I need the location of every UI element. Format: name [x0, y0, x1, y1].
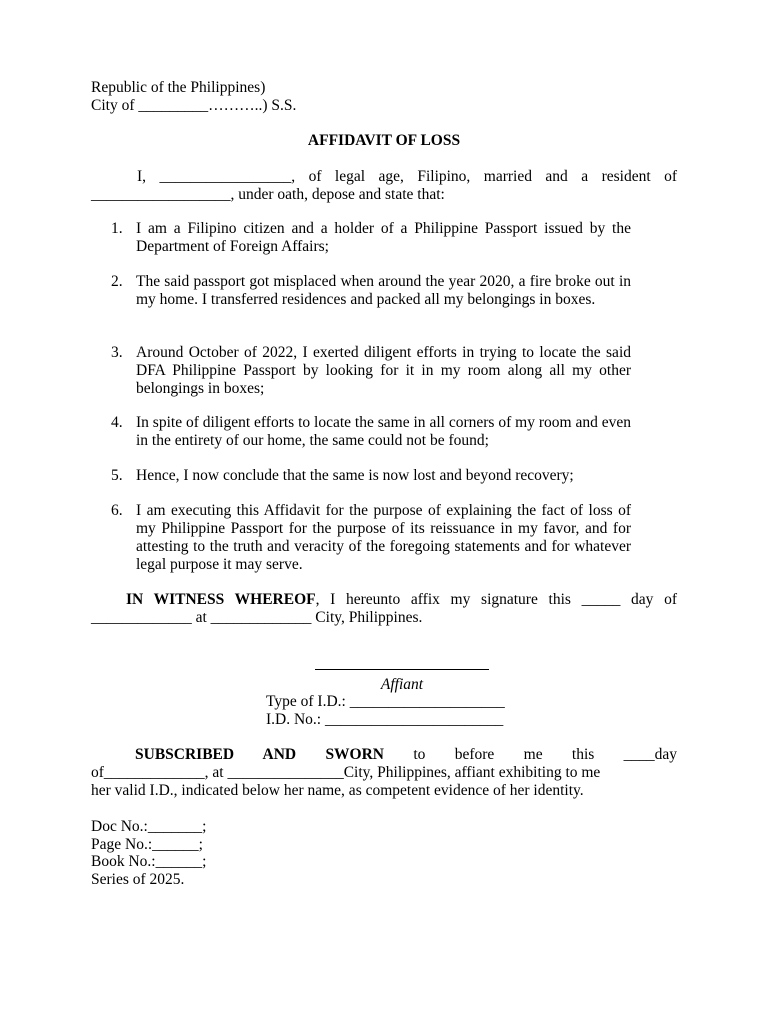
intro-line-2: __________________, under oath, depose and state that: — [91, 186, 445, 203]
book-number: Book No.:______; — [91, 853, 207, 870]
item-number: 4. — [111, 414, 123, 431]
affiant-label: Affiant — [380, 676, 424, 693]
item-text: I am a Filipino citizen and a holder of a Philippine Passport issued by the Department of Foreign Affairs; — [136, 220, 631, 255]
id-number-line: I.D. No.: _______________________ — [266, 711, 504, 728]
item-number: 5. — [111, 467, 123, 484]
doc-number: Doc No.:_______; — [91, 818, 207, 835]
item-number: 1. — [111, 220, 123, 237]
id-type-line: Type of I.D.: ____________________ — [266, 693, 505, 710]
item-text: I am executing this Affidavit for the purpose of explaining the fact of loss of my Philippine Passport for the purpose of its reissuance in my favor, and for attesting to the truth and veracity of the foregoing statements and for whatever legal purpose it may serve. — [136, 502, 631, 573]
item-number: 6. — [111, 502, 123, 519]
witness-heading: IN WITNESS WHEREOF — [126, 591, 316, 608]
witness-text: , I hereunto affix my signature this _____ day of — [315, 591, 677, 608]
item-text: In spite of diligent efforts to locate the same in all corners of my room and even in the entirety of our home, the same could not be found; — [136, 414, 631, 449]
item-number: 3. — [111, 344, 123, 361]
jurat-heading: SUBSCRIBED AND SWORN — [135, 746, 385, 763]
witness-line-2: _____________ at _____________ City, Philippines. — [91, 609, 423, 626]
item-text: Hence, I now conclude that the same is now lost and beyond recovery; — [136, 467, 574, 484]
jurat-line-2: of_____________, at _______________City, Philippines, affiant exhibiting to me — [91, 764, 601, 781]
jurat-text: to before me this ____day — [384, 746, 677, 763]
series-year: Series of 2025. — [91, 871, 185, 888]
jurat-line-3: her valid I.D., indicated below her name, as competent evidence of her identity. — [91, 782, 584, 799]
document-title: AFFIDAVIT OF LOSS — [307, 132, 461, 149]
intro-line-1: I, _________________, of legal age, Filipino, married and a resident of — [137, 168, 677, 185]
witness-line-1 — [91, 591, 677, 609]
item-text: The said passport got misplaced when around the year 2020, a fire broke out in my home. I transferred residences and packed all my belongings in boxes. — [136, 273, 631, 308]
signature-line — [315, 669, 489, 670]
item-text: Around October of 2022, I exerted diligent efforts in trying to locate the said DFA Philippine Passport by looking for it in my room along all my other belongings in boxes; — [136, 344, 631, 397]
jurat-line-1 — [91, 746, 677, 764]
page-number: Page No.:______; — [91, 836, 203, 853]
venue-line-1: Republic of the Philippines) — [91, 79, 266, 96]
item-number: 2. — [111, 273, 123, 290]
venue-line-2: City of _________………..) S.S. — [91, 97, 297, 114]
